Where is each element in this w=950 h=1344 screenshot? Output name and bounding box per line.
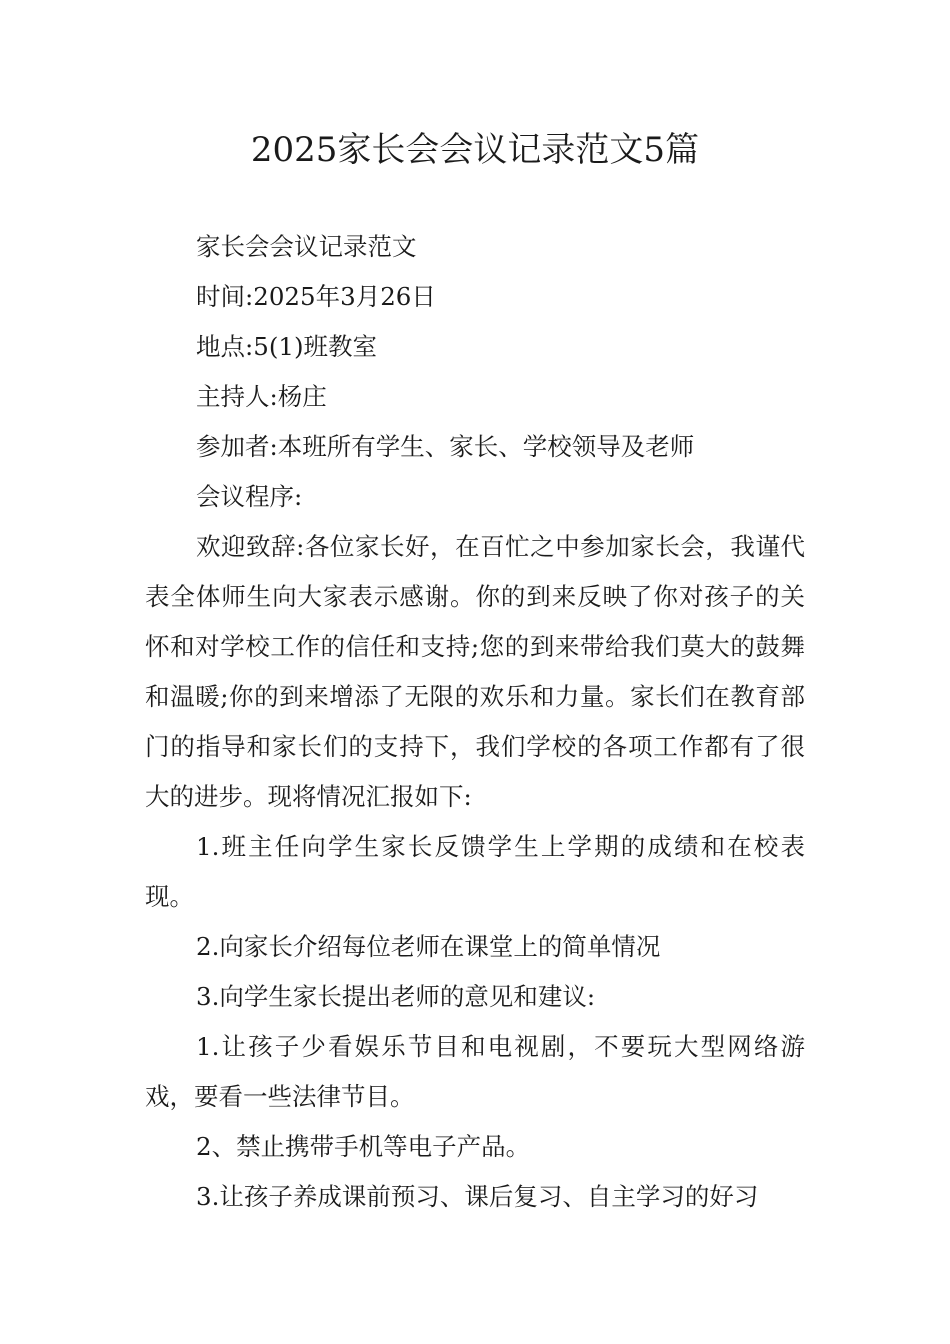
paragraph-welcome-speech: 欢迎致辞:各位家长好，在百忙之中参加家长会，我谨代表全体师生向大家表示感谢。你的到来反映了你对孩子的关怀和对学校工作的信任和支持;您的到来带给我们莫大的鼓舞和温暖;你的到来增添了无限的欢乐和力量。家长们在教育部门的指导和家长们的支持下，我们学校的各项工作都有了很大的进步。现将情况汇报如下:	[145, 532, 805, 811]
paragraph-time: 时间:2025年3月26日	[196, 282, 436, 311]
document-body	[145, 222, 805, 1222]
paragraph-suggestion-3: 3.让孩子养成课前预习、课后复习、自主学习的好习	[196, 1182, 759, 1211]
paragraph-suggestion-1: 1.让孩子少看娱乐节目和电视剧，不要玩大型网络游戏，要看一些法律节目。	[145, 1032, 805, 1111]
paragraph-location: 地点:5(1)班教室	[196, 332, 378, 361]
paragraph-agenda-heading: 会议程序:	[196, 482, 303, 511]
paragraph-host: 主持人:杨庄	[196, 382, 327, 411]
paragraph-item-1: 1.班主任向学生家长反馈学生上学期的成绩和在校表现。	[145, 832, 805, 911]
paragraph-suggestion-2: 2、禁止携带手机等电子产品。	[196, 1132, 531, 1161]
paragraph-subtitle: 家长会会议记录范文	[196, 232, 417, 261]
paragraph-attendees: 参加者:本班所有学生、家长、学校领导及老师	[196, 432, 695, 461]
paragraph-item-3: 3.向学生家长提出老师的意见和建议:	[196, 982, 596, 1011]
document-title: 2025家长会会议记录范文5篇	[250, 130, 700, 170]
paragraph-item-2: 2.向家长介绍每位老师在课堂上的简单情况	[196, 932, 661, 961]
